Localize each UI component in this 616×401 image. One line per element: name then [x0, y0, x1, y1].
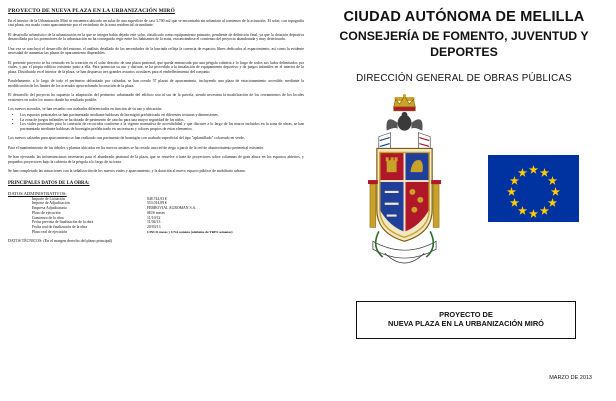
- tech-data-title: DATOS TÉCNICOS:: [8, 237, 43, 243]
- paragraph: El desarrollo urbanístico de la urbanización en la que se integra había dejado este solar, clasificado como equipamiento primario, pendiente de definición final, ya que la dotación deportiva desarrollada por los promotores de la urbanización no ha conseguido regir entre los habitantes de la zona, encontrándose el comienzo del proyecto abandonada y muy deteriorada.: [8, 32, 304, 42]
- project-title: PROYECTO DE NUEVA PLAZA EN LA URBANIZACIÓN MIRÓ: [8, 8, 175, 14]
- data-value: 11/04/13: [147, 220, 161, 225]
- paragraph: Una vez se concluyó el desarrollo del entorno, el análisis detallado de las necesidades de la barriada refleja la carencia de espacios libres dedicados al esparcimiento, así como la evidente necesidad de aumentar las plazas de aparcamiento disponibles.: [8, 46, 304, 56]
- paragraph: Paralelamente, a lo largo de todo el perímetro delimitado por calzadas, se han creado 57 plazas de aparcamiento, incluyendo una plaza de estacionamiento accesible, mediante la modificación de los límites de los acerados aprovechando la creación de la plaza.: [8, 79, 304, 88]
- bullet-list: [8, 113, 304, 132]
- project-title-box: [356, 301, 576, 339]
- paragraph: Se han completado las actuaciones con la señalización de los nuevos viales y aparcamiento, y la dotación al nuevo espacio público de mobiliario urbano.: [8, 169, 246, 173]
- data-label: Importe de Adjudicación: [32, 201, 70, 206]
- tech-data-line: [8, 238, 304, 243]
- admin-data-title: DATOS ADMINISTRATIVOS:: [8, 190, 67, 196]
- project-line: PROYECTO DE: [439, 310, 493, 319]
- closing-paragraphs: [8, 136, 304, 173]
- bullet-item: • La zona de juegos infantiles se ha dotado de pavimento de caucho para una mayor seguridad de los niños.: [8, 118, 304, 123]
- data-value: CINCO meses y UNA semana (adelanto de TRES semanas): [147, 229, 233, 234]
- paragraph: Para el mantenimiento de los árboles y plantas ubicados en los nuevos arriates se ha creado una red de riego a partir de la red de abastecimiento perimetral existente.: [8, 145, 265, 150]
- data-value: 848.744,93 €: [147, 196, 167, 201]
- left-page: [8, 8, 304, 396]
- admin-data-table: [32, 197, 304, 235]
- data-section-title: PRINCIPALES DATOS DE LA OBRA:: [8, 180, 90, 186]
- department-line: DEPORTES: [430, 45, 498, 59]
- bullet-item: • Los espacios peatonales se han pavimentado mediante baldosas de hormigón prefabricado en diferentes texturas y dimensiones.: [8, 113, 304, 118]
- right-page: [312, 0, 616, 401]
- data-value: SEIS meses: [147, 210, 166, 215]
- department-heading: [312, 28, 616, 60]
- directorate-heading: DIRECCIÓN GENERAL DE OBRAS PÚBLICAS: [356, 73, 572, 84]
- paragraph: El presente proyecto se ha centrado en la creación en el solar descrito de una plaza peatonal, que queda enmarcada por una pérgola cubierta a lo largo de todos sus lados delimitados por viales, y por el propio edificio existente junto a ella. Para potenciar su uso y disfrute, se ha procedido a la instalación de equipamiento deportivo y de juegos infantiles en el interior de la plaza. Distribuido en el interior de la plaza, se han dispuesto tres grandes aviarios circulares para el embellecimiento del conjunto.: [8, 60, 304, 74]
- tech-data-note: (En el margen derecho del plano principal): [43, 237, 112, 243]
- department-line: CONSEJERÍA DE FOMENTO, JUVENTUD Y: [339, 29, 589, 43]
- paragraph: En el interior de la Urbanización Miró se encuentra ubicado un solar de una superficie de casi 3.700 m2 que se encontraba sin urbanizar al comienzo de la actuación. El solar, con topografía casi plana, era usado como aparcamiento por el vecindario de la zona residencial circundante.: [8, 18, 304, 28]
- data-label: Plazo real de ejecución: [32, 229, 68, 234]
- paragraph: El desarrollo del proyecto ha supuesto la adaptación del perímetro urbanizado del edificio sito al sur de la parcela, siendo necesaria la modificación de los cerramientos de los locales existentes en todos los muros donde ha resultado posible.: [8, 93, 304, 102]
- eu-flag-icon: [488, 155, 579, 222]
- data-value: 20/03/13: [147, 224, 161, 229]
- data-label: Fecha real de finalización de la obra: [32, 224, 88, 229]
- project-line: NUEVA PLAZA EN LA URBANIZACIÓN MIRÓ: [388, 319, 544, 329]
- paragraph: Los nuevos calzadas para aparcamiento se han realizado con pavimento de hormigón con acabado superficial del tipo "aplantillado" coloreado en verde.: [8, 136, 245, 141]
- data-label: Empresa Adjudicataria: [32, 206, 67, 211]
- data-value: 11/10/12: [147, 215, 161, 220]
- document-date: MARZO DE 2013: [549, 375, 592, 381]
- data-value: FERROVIAL AGROMAN S.A.: [147, 206, 197, 211]
- data-label: Importe de Licitación: [32, 196, 65, 201]
- data-label: Comienzo de la obra: [32, 215, 64, 220]
- data-row: [32, 230, 304, 235]
- paragraph: Se han ejecutado las infraestructuras necesarias para el alumbrado peatonal de la plaza, que se resuelve a base de proyectores sobre columnas de gran altura en los espacios abiertos, y pequeños proyectores bajo la cubierta de la pérgola a lo largo de su traza.: [8, 155, 304, 164]
- data-value: 553.014,89 €: [147, 201, 167, 206]
- data-label: Fecha prevista de finalización de la obra: [32, 220, 94, 225]
- bullet-item: • Los viales peatonales para la conexión de recorridos conforme a la vigente normativa de accesibilidad y que discurre a lo largo de los muros incluidos en la zona de obras, se han pavimentado mediante baldosas de hormigón prefabricado en un texturas y colores propios de estos elementos.: [8, 122, 304, 131]
- melilla-coat-of-arms-icon: [365, 92, 444, 276]
- intro-paragraphs: [8, 19, 304, 112]
- city-heading: CIUDAD AUTÓNOMA DE MELILLA: [343, 9, 585, 25]
- paragraph: Los nuevos acerados, se han resuelto con acabados diferenciados en función de su uso y ubicación:: [8, 107, 163, 112]
- data-label: Plazo de ejecución: [32, 210, 61, 215]
